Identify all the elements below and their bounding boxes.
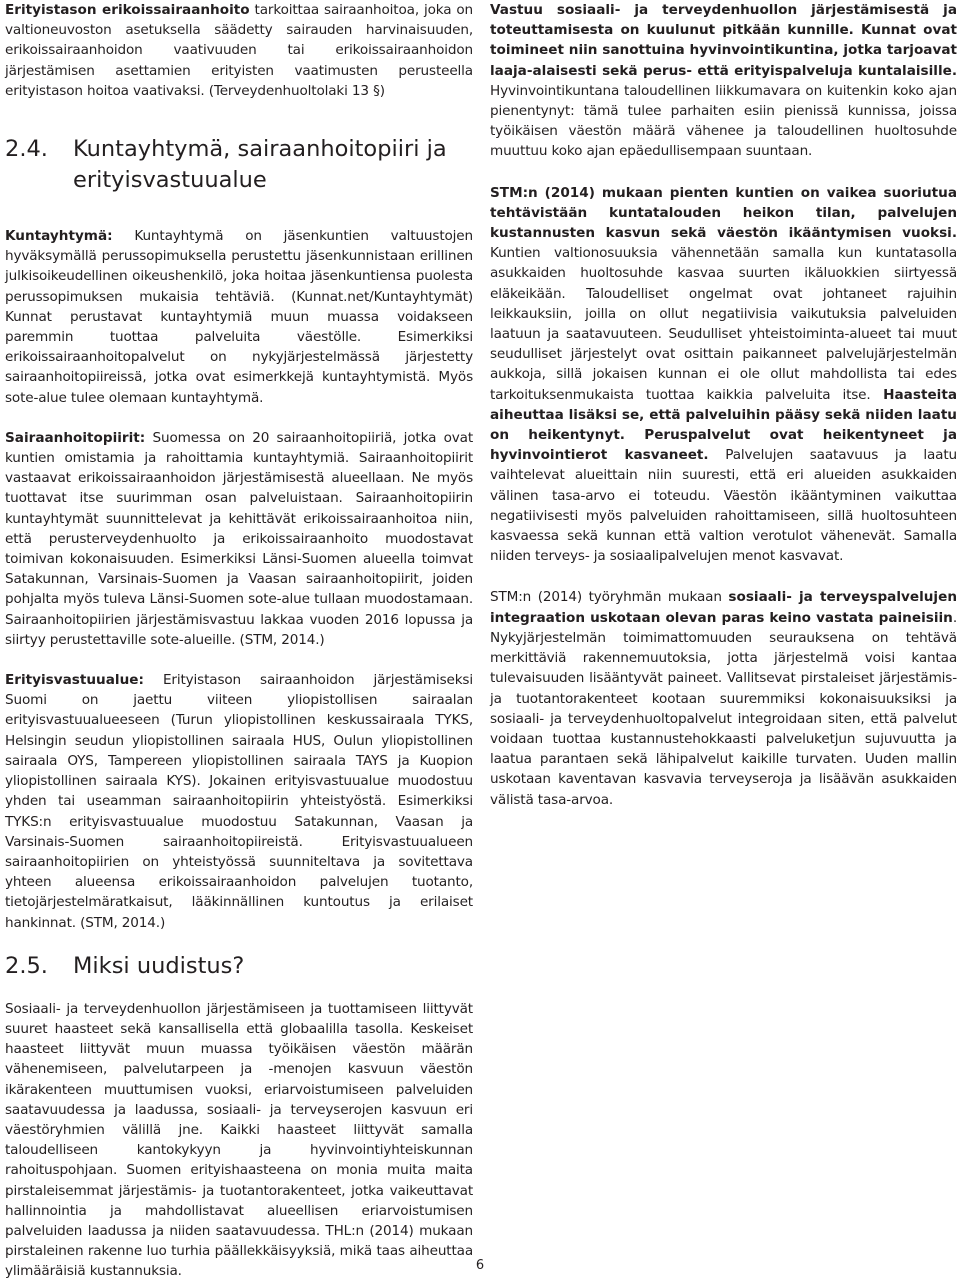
left-column	[5, 0, 473, 1282]
sairaanhoitopiirit-term: Sairaanhoitopiirit:	[5, 429, 146, 446]
right-p3-text-2: . Nykyjärjestelmän toimimattomuuden seurauksena on tehtävä merkittäviä rakennemuutoksia, jotta järjestelmä voisi kantaa tulevaisuuden lisääntyvät paineet. Vallitsevat pirstaleiset järjestämis- ja tuotantorakenteet kootaan suuremmiksi kokonaisuuksiksi ja sosiaali- ja terveydenhuoltopalvelut integroidaan siten, että palvelut voidaan tuottaa kustannustehokkaasti palveluketjun sujuvuutta ja laatua parantaen sekä lähipalvelut kaikille turvaten. Uuden mallin uskotaan kaventavan kasvavia terveyseroja ja lisäävän asukkaiden välistä tasa-arvoa.	[490, 609, 957, 808]
right-p3-text-1: STM:n (2014) työryhmän mukaan	[490, 589, 729, 606]
right-paragraph-2	[490, 183, 957, 567]
kuntayhtyma-paragraph	[5, 226, 473, 408]
right-p1-bold: Vastuu sosiaali- ja terveydenhuollon järjestämisestä ja toteuttamisesta on kuulunut pitkään kunnille. Kunnat ovat toimineet niin sanottuina hyvinvointikuntina, jotka tarjoavat laaja-alaisesti sekä perus- että erityispalveluja kuntalaisille.	[490, 2, 957, 79]
intro-text: tarkoittaa sairaanhoitoa, joka on valtioneuvoston asetuksella säädetty sairauden harvinaisuuden, erikoissairaanhoidon vaativuuden tai erikoissairaanhoidon järjestämisen asettamien erityisten vaatimusten perusteella erityistason hoitoa vaativaksi. (Terveydenhuoltolaki 13 §)	[5, 2, 473, 99]
kuntayhtyma-text: Kuntayhtymä on jäsenkuntien valtuustojen hyväksymällä perussopimuksella perustettu jäsenkunnistaan erillinen julkisoikeudellinen oikeushenkilö, joka hoitaa jäsenkuntiensa puolesta perussopimuksen mukaisia tehtäviä. (Kunnat.net/Kuntayhtymät) Kunnat perustavat kuntayhtymiä muun muassa voidakseen paremmin tuottaa palveluita väestölle. Esimerkiksi erikoissairaanhoitopalvelut on nykyjärjestelmässä järjestetty sairaanhoitopiireissä, jotka ovat esimerkkejä kuntayhtymistä. Myös sote-alue tulee olemaan kuntayhtymä.	[5, 228, 473, 406]
sairaanhoitopiirit-paragraph	[5, 428, 473, 650]
right-p2-text-2: Palvelujen saatavuus ja laatu vaihtelevat alueittain niin suuresti, että eri alueiden asukkaiden välinen tasa-arvo ei toteudu. Väestön ikääntyminen vaikuttaa negatiivisesti myös palveluiden rahoittamiseen, sillä huoltosuhteen kasvaessa sekä kunnan että valtion verotulot vähenevät. Samalla niiden terveys- ja sosiaalipalvelujen menot kasvavat.	[490, 447, 957, 565]
intro-term: Erityistason erikoissairaanhoito	[5, 2, 250, 18]
right-p3-bold: sosiaali- ja terveyspalvelujen integraation uskotaan olevan paras keino vastata paineisiin	[490, 589, 957, 626]
miksi-text: Sosiaali- ja terveydenhuollon järjestämiseen ja tuottamiseen liittyvät suuret haasteet sekä kansallisella että globaalilla tasolla. Keskeiset haasteet liittyvät muun muassa työikäisen väestön määrän vähenemiseen, palvelutarpeen ja -menojen kasvuun väestön ikärakenteen muuttumisen vuoksi, eriarvoistumiseen palveluiden saatavuudessa ja laadussa, sosiaali- ja terveyserojen kasvuun eri väestöryhmien välillä jne. Kaikki haasteet liittyvät samalla taloudelliseen kantokykyyn ja hyvinvointiyhteiskunnan rahoituspohjaan. Suomen erityishaasteena on monia muita maita pirstaleisemmat järjestämis- ja tuotantorakenteet, jotka vaikeuttavat hallinnointia ja mahdollistavat alueellisen eriarvoistumisen palveluiden laadussa ja niiden saatavuudessa. THL:n (2014) mukaan pirstaleinen rakenne luo turhia päällekkäisyyksiä, mikä taas aiheuttaa ylimääräisiä kustannuksia.	[5, 1000, 473, 1280]
sairaanhoitopiirit-text: Suomessa on 20 sairaanhoitopiiriä, jotka ovat kuntien omistamia ja rahoittamia kuntayhtymiä. Sairaanhoitopiirit vastaavat erikoissairaanhoidon järjestämisestä alueellaan. Ne myös tuottavat itse suurimman osan palveluistaan. Sairaanhoitopiirin kuntayhtymät suunnittelevat ja kehittävät erikoissairaanhoitoa niin, että perusterveydenhuolto ja erikoissairaanhoito muodostavat toimivan kokonaisuuden. Esimerkiksi Länsi-Suomen alueella toimvat Satakunnan, Varsinais-Suomen ja Vaasan sairaanhoitopiirit, joiden pohjalta myös tuleva Länsi-Suomen sote-alue tullaan muodostamaan. Sairaanhoitopiirien järjestämisvastuu lakkaa vuoden 2016 lopussa ja siirtyy perustettaville sote-alueille. (STM, 2014.)	[5, 429, 473, 648]
erityisvastuualue-text: Erityistason sairaanhoidon järjestämiseksi Suomi on jaettu viiteen yliopistollisen sairaalan erityisvastuualueeseen (Turun yliopistollinen keskussairaala TYKS, Helsingin seudun yliopistollinen sairaala HUS, Oulun yliopistollinen sairaala OYS, Tampereen yliopistollinen sairaala TAYS ja Kuopion yliopistollinen sairaala KYS). Jokainen erityisvastuualue muodostuu yhden tai useamman sairaanhoitopiirin yhteistyöstä. Esimerkiksi TYKS:n erityisvastuualue muodostuu Satakunnan, Vaasan ja Varsinais-Suomen sairaanhoitopiireistä. Erityisvastuualueen sairaanhoitopiirien on yhteistyössä suunniteltava ja sovitettava yhteen alueensa erikoissairaanhoidon palvelujen tuotanto, tietojärjestelmäratkaisut, lääkinnällinen kuntoutus ja erilaiset hankinnat. (STM, 2014.)	[5, 672, 473, 931]
right-p1-text: Hyvinvointikuntana taloudellinen liikkumavara on kuitenkin koko ajan pienentynyt: tämä tulee parhaiten esiin pienissä kunnissa, joissa työikäisen väestön määrä vähenee ja taloudellinen huoltosuhde muuttuu koko ajan epäedullisempaan suuntaan.	[490, 82, 957, 160]
section-2-4-title: Kuntayhtymä, sairaanhoitopiiri ja erityisvastuualue	[73, 136, 447, 194]
right-column	[490, 0, 957, 810]
right-p2-bold-2: Haasteita aiheuttaa lisäksi se, että palveluihin pääsy sekä niiden laatu on heikentynyt. Peruspalvelut ovat heikentyneet ja hyvinvointierot kasvaneet.	[490, 386, 957, 464]
page-number: 6	[475, 1258, 485, 1273]
right-p2-text-1: Kuntien valtionosuuksia vähennetään samalla kun kuntatasolla asukkaiden huoltosuhde kasvaa suurten ikäluokkien siirtyessä eläkeikään. Taloudelliset ongelmat ovat johtaneet rajuihin leikkauksiin, joilla on ollut negatiivisia vaikutuksia palveluiden laatuun ja saatavuuteen. Seudulliset yhteistoiminta-alueet tai muut seudulliset järjestelyt ovat osittain paikanneet palvelujärjestelmän aukkoja, sillä jokaisen kunnan ei ole ollut mahdollista tai edes tarkoituksenmukaista tuottaa kaikkia palveluita itse.	[490, 245, 957, 403]
miksi-paragraph	[5, 999, 473, 1282]
intro-paragraph	[5, 0, 473, 101]
section-2-4-number: 2.4.	[5, 136, 48, 163]
section-2-4-heading	[5, 134, 473, 196]
erityisvastuualue-paragraph	[5, 670, 473, 933]
section-2-5-heading	[5, 951, 473, 982]
kuntayhtyma-term: Kuntayhtymä:	[5, 228, 113, 245]
right-paragraph-3	[490, 587, 957, 809]
section-2-5-number: 2.5.	[5, 952, 48, 979]
erityisvastuualue-term: Erityisvastuualue:	[5, 672, 144, 689]
right-p2-bold-1: STM:n (2014) mukaan pienten kuntien on vaikea suoriutua tehtävistään kuntatalouden heikon tilan, palvelujen kustannusten kasvun sekä väestön ikääntymisen vuoksi.	[490, 184, 957, 242]
section-2-5-title: Miksi uudistus?	[73, 952, 245, 979]
right-paragraph-1	[490, 0, 957, 162]
